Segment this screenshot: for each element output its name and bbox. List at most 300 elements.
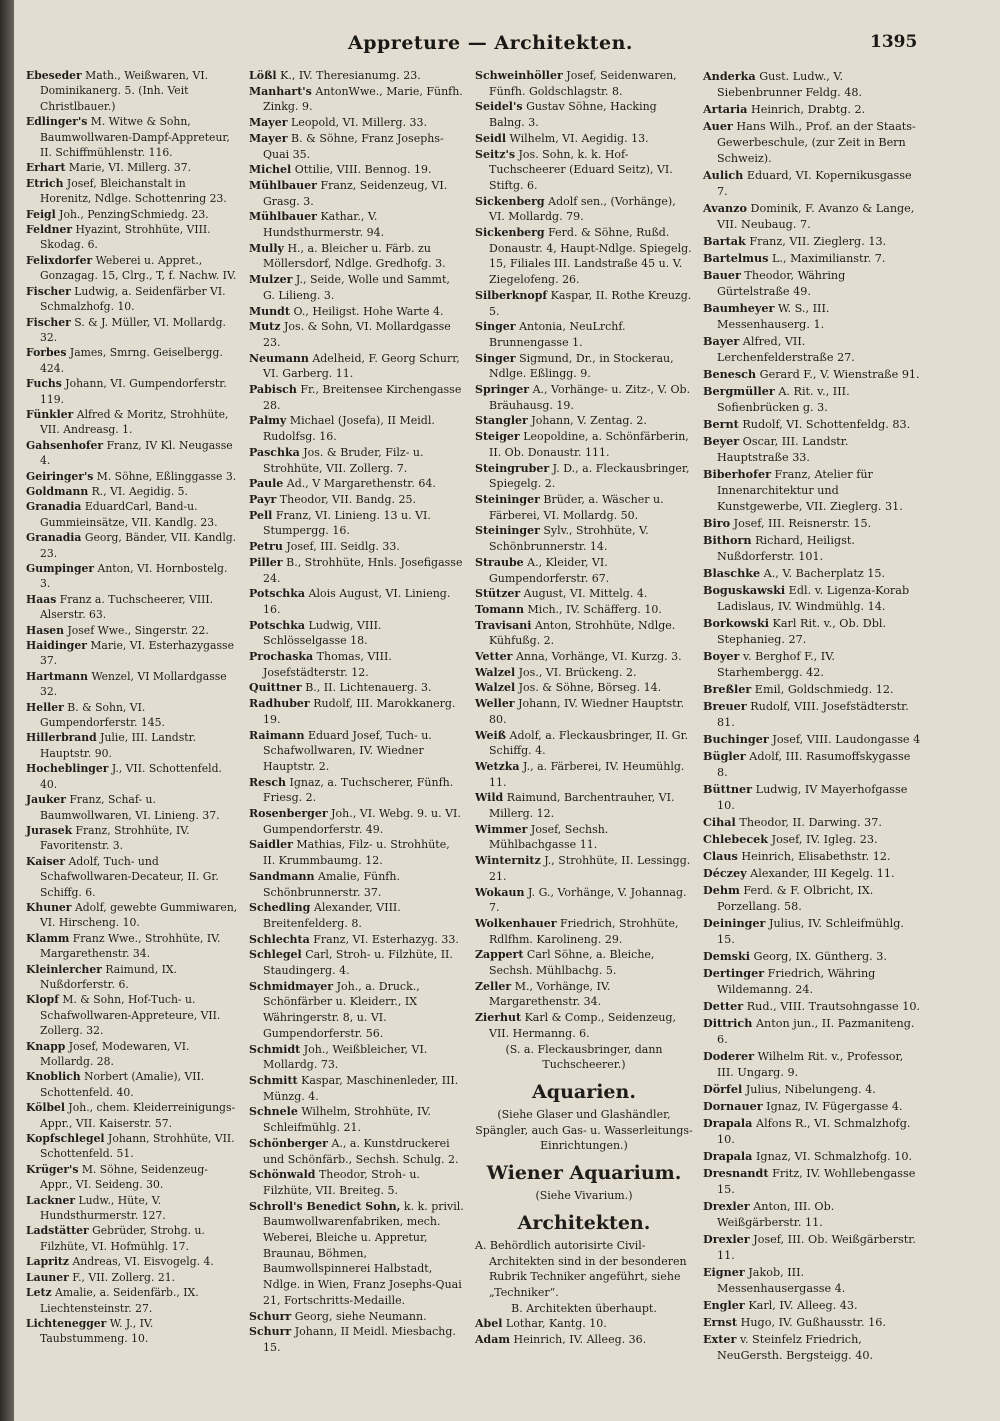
entry-text: Josef, Modewaren, VI. Mollardg. 28. (40, 1039, 190, 1068)
entry-name: Schurr (249, 1309, 292, 1323)
entry-text: Anna, Vorhänge, VI. Kurzg. 3. (515, 650, 682, 664)
entry-text: Adelheid, F. Georg Schurr, VI. Garberg. 11. (263, 351, 460, 381)
entry-text: M. Söhne, Eßlinggasse 3. (96, 469, 237, 483)
entry-text: Friedrich, Währing Wildemanng. 24. (717, 967, 876, 996)
entry-name: Aulich (703, 168, 744, 182)
entry-text: Wilhelm Rit. v., Professor, III. Ungarg. 9. (717, 1050, 904, 1079)
entry-name: Lößl (249, 69, 277, 82)
entry-text: Jakob, III. Messenhausergasse 4. (717, 1266, 846, 1295)
entry-name: Bauer (703, 268, 741, 282)
directory-entry (475, 429, 693, 460)
entry-name: Schmidmayer (249, 979, 334, 993)
directory-entry (703, 416, 921, 433)
entry-name: Sickenberg (475, 226, 545, 240)
directory-entry (703, 748, 921, 781)
directory-entry (249, 84, 465, 115)
entry-name: Biberhofer (703, 467, 771, 481)
directory-entry (703, 383, 921, 416)
directory-entry (26, 315, 238, 346)
entry-name: Heller (26, 700, 64, 714)
entry-name: Zappert (475, 948, 524, 962)
entry-text: Josef, Bleichanstalt in Horenitz, Ndlge. Schottenring 23. (40, 176, 227, 206)
directory-entry (703, 1015, 921, 1048)
entry-text: Gerard F., V. Wienstraße 91. (759, 368, 920, 381)
entry-text: Alfred & Moritz, Strohhüte, VII. Andreasg. 1. (40, 407, 229, 437)
entry-text: Kaspar, Maschinenleder, III. Münzg. 4. (263, 1074, 459, 1103)
entry-name: Hartmann (26, 669, 88, 683)
entry-text: Heinrich, Elisabethstr. 12. (741, 850, 891, 863)
entry-text: O., Heiligst. Hohe Warte 4. (293, 304, 444, 318)
entry-name: Mundt (249, 304, 290, 318)
entry-name: Deininger (703, 916, 766, 930)
entry-text: Alexander, III Kegelg. 11. (750, 867, 895, 880)
entry-name: Drapala (703, 1149, 753, 1163)
directory-entry (475, 853, 693, 884)
directory-entry (703, 731, 921, 748)
entry-name: Knapp (26, 1039, 66, 1053)
directory-entry (249, 806, 465, 837)
entry-text: R., VI. Aegidig. 5. (91, 484, 188, 498)
directory-entry (703, 1231, 921, 1264)
entry-name: Benesch (703, 367, 757, 381)
directory-entry (475, 288, 693, 319)
entry-text: J., VII. Schottenfeld. 40. (40, 762, 222, 791)
entry-name: Dertinger (703, 966, 765, 980)
directory-entry (475, 728, 693, 759)
entry-text: Joh., VI. Webg. 9. u. VI. Gumpendorferstr. 49. (263, 807, 461, 836)
entry-text: Alfons R., VI. Schmalzhofg. 10. (717, 1117, 911, 1146)
entry-name: Bartak (703, 234, 746, 248)
entry-name: Bernt (703, 417, 739, 431)
directory-entry (249, 209, 465, 240)
directory-entry (26, 284, 238, 315)
entry-text: Josef, III. Reisnerstr. 15. (733, 517, 872, 530)
entry-name: Dornauer (703, 1099, 763, 1113)
entry-text: Leopoldine, a. Schönfärberin, II. Ob. Donaustr. 111. (489, 430, 689, 459)
directory-entry (703, 101, 921, 118)
directory-entry (475, 382, 693, 413)
directory-entry (703, 681, 921, 698)
directory-entry (475, 131, 693, 147)
entry-name: Exter (703, 1332, 737, 1346)
entry-name: Steininger (475, 524, 540, 538)
directory-entry (26, 376, 238, 407)
entry-name: Granadia (26, 531, 82, 545)
entry-text: Anton, VI. Hornbostelg. 3. (40, 562, 228, 591)
entry-name: Abel (475, 1317, 503, 1331)
entry-name: Drexler (703, 1199, 750, 1213)
entry-text: H., a. Bleicher u. Färb. zu Möllersdorf, Ndlge. Gredhofg. 3. (263, 241, 446, 271)
directory-entry (475, 461, 693, 492)
directory-entry (26, 530, 238, 561)
entry-text: Joh., Weißbleicher, VI. Mollardg. 73. (263, 1042, 428, 1072)
entry-name: Schurr (249, 1325, 292, 1339)
entry-name: Fünkler (26, 407, 74, 421)
entry-text: Ludwig, a. Seidenfärber VI. Schmalzhofg. 10. (40, 284, 226, 314)
directory-entry (475, 1332, 693, 1348)
entry-name: Weller (475, 697, 515, 711)
entry-name: Schönberger (249, 1136, 328, 1150)
entry-text: Fr., Breitensee Kirchengasse 28. (263, 383, 462, 412)
entry-text: Ludw., Hüte, V. Hundsthurmerstr. 127. (40, 1193, 166, 1223)
entry-name: Palmy (249, 414, 287, 428)
directory-entry (249, 413, 465, 444)
directory-entry (249, 1104, 465, 1135)
entry-name: Drapala (703, 1116, 753, 1130)
entry-text: L., Maximilianstr. 7. (771, 252, 886, 265)
entry-text: Gust. Ludw., V. Siebenbrunner Feldg. 48. (717, 70, 863, 99)
entry-text: Jos. & Bruder, Filz- u. Strohhüte, VII. Zollerg. 7. (263, 445, 424, 475)
directory-entry (249, 618, 465, 649)
architekten-note-b: B. Architekten überhaupt. (511, 1301, 657, 1315)
directory-entry (249, 900, 465, 931)
entry-text: Anton jun., II. Pazmaniteng. 6. (717, 1017, 915, 1046)
entry-text: A., V. Bacherplatz 15. (763, 567, 886, 580)
entry-name: Feldner (26, 223, 73, 237)
entry-name: Schlechta (249, 932, 310, 946)
entry-text: Ignaz, IV. Fügergasse 4. (766, 1100, 903, 1113)
directory-entry (249, 492, 465, 508)
column-4 (703, 68, 921, 1364)
entry-name: Manhart's (249, 84, 312, 98)
entry-name: Claus (703, 849, 738, 863)
entry-name: Büttner (703, 782, 753, 796)
entry-name: Pell (249, 508, 273, 522)
entry-name: Hasen (26, 623, 64, 637)
entry-text: Josef Wwe., Singerstr. 22. (67, 623, 209, 637)
entry-name: Piller (249, 555, 283, 569)
directory-entry (26, 345, 238, 376)
page-header (0, 30, 1000, 64)
directory-entry (703, 532, 921, 565)
entry-name: Schönwald (249, 1168, 316, 1182)
directory-entry (249, 947, 465, 978)
directory-entry (249, 1136, 465, 1167)
directory-entry (249, 131, 465, 162)
entry-text: Friedrich, Strohhüte, Rdlfhm. Karolineng. 29. (489, 916, 679, 946)
directory-entry (26, 592, 238, 623)
entry-text: Carl Söhne, a. Bleiche, Sechsh. Mühlbachg. 5. (489, 948, 655, 978)
entry-name: Jurasek (26, 823, 73, 837)
entry-text: M., Vorhänge, IV. Margarethenstr. 34. (489, 979, 611, 1009)
directory-entry (703, 865, 921, 882)
entry-name: Boguskawski (703, 583, 786, 597)
entry-text: J. D., a. Fleckausbringer, Spiegelg. 2. (489, 461, 690, 491)
entry-name: Silberknopf (475, 288, 548, 302)
entry-text: W. S., III. Messenhauserg. 1. (717, 302, 830, 331)
directory-entry (26, 253, 238, 284)
entry-text: Adolf, III. Rasumoffskygasse 8. (717, 750, 911, 779)
entry-text: Ferd. & Söhne, Rußd. Donaustr. 4, Haupt-Ndlge. Spiegelg. 15, Filiales III. Landstraße 45 u. V. Ziegelofeng. 26. (489, 226, 692, 287)
entry-text: v. Berghof F., IV. Starhembergg. 42. (717, 650, 835, 679)
section-title-architekten: Architekten. (517, 1211, 651, 1234)
directory-entry (703, 118, 921, 167)
entry-text: M. Witwe & Sohn, Baumwollwaren-Dampf-Appreteur, II. Schiffmühlenstr. 116. (40, 115, 230, 160)
entry-name: Feigl (26, 207, 56, 221)
directory-entry (475, 602, 693, 618)
entry-name: Haidinger (26, 639, 87, 653)
directory-entry (249, 932, 465, 948)
entry-text: Mathias, Filz- u. Strohhüte, II. Krummbaumg. 12. (263, 838, 450, 868)
entry-name: Edlinger's (26, 115, 88, 129)
entry-name: Buchinger (703, 732, 769, 746)
entry-name: Kölbel (26, 1101, 65, 1115)
directory-entry (703, 814, 921, 831)
entry-name: Adam (475, 1333, 510, 1347)
directory-entry (26, 823, 238, 854)
directory-entry (249, 869, 465, 900)
entry-name: Boyer (703, 649, 740, 663)
entry-text: Franz, Schaf- u. Baumwollwaren, VI. Linieng. 37. (40, 793, 220, 822)
directory-entry (475, 822, 693, 853)
entry-text: Wenzel, VI Mollardgasse 32. (40, 669, 227, 699)
entry-text: Adolf, Tuch- und Schafwollwaren-Decateur, II. Gr. Schiffg. 6. (40, 854, 219, 899)
entry-text: Raimund, Barchentrauher, VI. Millerg. 12. (489, 791, 675, 821)
directory-entry (26, 1285, 238, 1316)
entry-text: A. Rit. v., III. Sofienbrücken g. 3. (717, 385, 850, 414)
page-title: Appreture — Architekten. (348, 32, 634, 54)
entry-name: Geiringer's (26, 469, 94, 483)
entry-text: AntonWwe., Marie, Fünfh. Zinkg. 9. (263, 84, 463, 114)
entry-name: Etrich (26, 176, 64, 190)
directory-entry (26, 992, 238, 1038)
directory-entry (475, 147, 693, 194)
entry-name: Bartelmus (703, 251, 769, 265)
entry-name: Fischer (26, 315, 71, 329)
directory-entry (703, 515, 921, 532)
directory-entry (26, 792, 238, 823)
entry-text: Eduard, VI. Kopernikusgasse 7. (717, 169, 912, 198)
entry-text: Josef, III. Seidlg. 33. (286, 540, 400, 554)
entry-text: Rudolf, VIII. Josefstädterstr. 81. (717, 700, 909, 729)
directory-entry (249, 1324, 465, 1355)
directory-entry (26, 730, 238, 761)
entry-name: Resch (249, 775, 287, 789)
entry-text: Gustav Söhne, Hacking Balng. 3. (489, 100, 657, 130)
directory-entry (249, 319, 465, 350)
directory-entry (703, 1264, 921, 1297)
entry-text: Norbert (Amalie), VII. Schottenfeld. 40. (40, 1070, 205, 1099)
entry-text: k. k. privil. Baumwollwarenfabriken, mech. Weberei, Bleiche u. Appretur, Braunau, Böhmen, Baumwollspinnerei Halbstadt, Ndlge. in Wien, Franz Josephs-Quai 21, Fortschritts-Medaille. (263, 1199, 464, 1307)
entry-text: M. & Sohn, Hof-Tuch- u. Schafwollwaren-Appreteure, VII. Zollerg. 32. (40, 993, 221, 1038)
entry-name: Letz (26, 1286, 52, 1300)
directory-entry (26, 638, 238, 669)
directory-entry (249, 539, 465, 555)
directory-entry (249, 304, 465, 320)
entry-name: Walzel (475, 681, 516, 695)
directory-entry (475, 586, 693, 602)
entry-name: Baumheyer (703, 301, 775, 315)
directory-entry (26, 623, 238, 638)
entry-text: Adolf sen., (Vorhänge), VI. Mollardg. 79. (489, 194, 676, 224)
directory-entry (475, 555, 693, 586)
directory-entry (703, 1048, 921, 1081)
entry-text: Alois August, VI. Linieng. 16. (263, 587, 451, 616)
entry-name: Déczey (703, 866, 747, 880)
entry-text: Ignaz, VI. Schmalzhofg. 10. (755, 1150, 913, 1163)
column-3 (475, 68, 693, 1348)
entry-text: Ferd. & F. Olbricht, IX. Porzellang. 58. (717, 884, 874, 913)
directory-entry (249, 68, 465, 84)
directory-entry (703, 250, 921, 267)
directory-entry (249, 178, 465, 209)
directory-entry (475, 351, 693, 382)
entry-text: Rudolf, VI. Schottenfeldg. 83. (742, 418, 911, 431)
directory-entry (703, 565, 921, 582)
directory-entry (26, 68, 238, 114)
entry-text: Johann, IV. Wiedner Hauptstr. 80. (489, 697, 685, 726)
entry-text: Franz a. Tuchscheerer, VIII. Alserstr. 63. (40, 592, 214, 622)
entry-name: Mulzer (249, 273, 293, 287)
entry-text: Joh., chem. Kleiderreinigungs-Appr., VII. Kaiserstr. 57. (40, 1101, 236, 1130)
entry-text: Sigmund, Dr., in Stockerau, Ndlge. Eßlingg. 9. (489, 351, 674, 381)
entry-name: Fuchs (26, 377, 62, 391)
entry-text: Lothar, Kantg. 10. (505, 1317, 607, 1331)
entry-text: A., Kleider, VI. Gumpendorferstr. 67. (489, 555, 610, 585)
entry-text: Theodor, Stroh- u. Filzhüte, VII. Breiteg. 5. (263, 1168, 420, 1197)
entry-name: Beyer (703, 434, 740, 448)
entry-name: Artaria (703, 102, 748, 116)
entry-text: Jos. & Sohn, VI. Mollardgasse 23. (263, 320, 451, 349)
directory-entry (475, 649, 693, 665)
directory-entry (26, 1193, 238, 1224)
entry-name: Neumann (249, 351, 309, 365)
entry-name: Blaschke (703, 566, 761, 580)
entry-text: Georg, Bänder, VII. Kandlg. 23. (40, 531, 237, 560)
entry-name: Raimann (249, 728, 305, 742)
entry-name: Sickenberg (475, 194, 545, 208)
entry-text: EduardCarl, Band-u. Gummieinsätze, VII. Kandlg. 23. (40, 500, 218, 529)
entry-name: Khuner (26, 900, 72, 914)
entry-text: Jos., VI. Brückeng. 2. (518, 665, 637, 679)
entry-name: Lichtenegger (26, 1316, 107, 1330)
entry-text: J., a. Färberei, IV. Heumühlg. 11. (489, 759, 685, 789)
entry-text: Franz, Atelier für Innenarchitektur und Kunstgewerbe, VII. Zieglerg. 31. (717, 468, 903, 513)
entry-name: Anderka (703, 69, 756, 83)
entry-text: Heinrich, IV. Alleeg. 36. (513, 1333, 647, 1347)
entry-text: Josef, VIII. Laudongasse 4 (772, 733, 921, 746)
directory-entry (249, 445, 465, 476)
directory-entry (249, 1167, 465, 1198)
directory-entry (475, 1316, 693, 1332)
entry-name: Dörfel (703, 1082, 743, 1096)
directory-entry (26, 669, 238, 700)
entry-name: Mühlbauer (249, 178, 317, 192)
entry-text: Alfred, VII. Lerchenfelderstraße 27. (717, 335, 855, 364)
entry-name: Potschka (249, 618, 306, 632)
entry-text: Ignaz, a. Tuchscherer, Fünfh. Friesg. 2. (263, 775, 454, 805)
aquarien-note: (Siehe Glaser und Glashändler, Spängler, auch Gas- u. Wasserleitungs-Einrichtungen.) (475, 1108, 693, 1153)
directory-entry (26, 1039, 238, 1070)
entry-name: Quittner (249, 681, 302, 695)
entry-name: Schedling (249, 901, 311, 915)
entry-text: Ludwig, IV Mayerhofgasse 10. (717, 783, 908, 812)
directory-entry (249, 1199, 465, 1309)
directory-entry (26, 114, 238, 160)
entry-text: Johann, II Meidl. Miesbachg. 15. (263, 1325, 456, 1354)
entry-name: Forbes (26, 346, 67, 360)
entry-text: Ottilie, VIII. Bennog. 19. (294, 163, 432, 177)
entry-name: Hocheblinger (26, 762, 109, 776)
directory-entry (249, 979, 465, 1042)
entry-text: Marie, VI. Millerg. 37. (68, 161, 192, 175)
directory-entry (26, 1270, 238, 1285)
entry-text: Georg, siehe Neumann. (294, 1309, 427, 1323)
directory-entry (249, 351, 465, 382)
entry-name: Drexler (703, 1232, 750, 1246)
directory-entry (703, 1165, 921, 1198)
entry-name: Lapritz (26, 1255, 70, 1269)
directory-entry (26, 1069, 238, 1100)
entry-name: Radhuber (249, 697, 310, 711)
entry-text: B., Strohhüte, Hnls. Josefigasse 24. (263, 555, 463, 585)
entry-text: B., II. Lichtenauerg. 3. (305, 681, 432, 695)
directory-entry (475, 225, 693, 288)
directory-entry (26, 160, 238, 175)
directory-entry (26, 407, 238, 438)
entry-text: Franz, Strohhüte, IV. Favoritenstr. 3. (40, 823, 190, 853)
entry-name: Springer (475, 383, 530, 397)
entry-text: Anton, Strohhüte, Ndlge. Kühfußg. 2. (489, 618, 676, 648)
entry-text: Ludwig, VIII. Schlösselgasse 18. (263, 618, 382, 648)
directory-entry (475, 696, 693, 727)
entry-name: Eigner (703, 1265, 745, 1279)
directory-entry (703, 333, 921, 366)
directory-entry (26, 438, 238, 469)
entry-name: Lackner (26, 1193, 76, 1207)
entry-name: Biro (703, 516, 731, 530)
entry-name: Felixdorfer (26, 253, 93, 267)
column-1 (26, 68, 238, 1347)
entry-name: Bayer (703, 334, 740, 348)
entry-text: Rud., VIII. Trautsohngasse 10. (746, 1000, 920, 1013)
section-title-aquarien: Aquarien. (532, 1081, 636, 1103)
directory-entry (703, 781, 921, 814)
entry-name: Dittrich (703, 1016, 753, 1030)
entry-name: Mühlbauer (249, 210, 317, 224)
entry-name: Steingruber (475, 461, 550, 475)
directory-entry (249, 476, 465, 492)
entry-text: Franz, VII. Zieglerg. 13. (749, 235, 887, 248)
entry-text: Hans Wilh., Prof. an der Staats-Gewerbeschule, (zur Zeit in Bern Schweiz). (717, 120, 916, 165)
entry-text: Thomas, VIII. Josefstädterstr. 12. (263, 650, 392, 679)
directory-entry (475, 979, 693, 1010)
entry-text: Kaspar, II. Rothe Kreuzg. 5. (489, 288, 692, 318)
entry-name: Steiger (475, 430, 520, 444)
entry-name: Singer (475, 320, 516, 334)
entry-text: K., IV. Theresianumg. 23. (280, 69, 421, 82)
entry-text: F., VII. Zollerg. 21. (72, 1270, 175, 1284)
entry-text: Hugo, IV. Gußhausstr. 16. (740, 1316, 886, 1329)
entry-text: Kathar., V. Hundsthurmerstr. 94. (263, 210, 385, 240)
entry-text: Karl & Comp., Seidenzeug, VII. Hermanng. 6. (489, 1011, 677, 1040)
entry-name: Paschka (249, 445, 300, 459)
entry-text: Eduard Josef, Tuch- u. Schafwollwaren, IV. Wiedner Hauptstr. 2. (263, 728, 432, 773)
directory-entry (26, 484, 238, 499)
entry-name: Rosenberger (249, 807, 328, 821)
entry-text: Karl Rit. v., Ob. Dbl. Stephanieg. 27. (717, 617, 887, 646)
entry-name: Mutz (249, 320, 281, 334)
entry-text: Mich., IV. Schäfferg. 10. (527, 602, 662, 616)
directory-entry (475, 99, 693, 130)
directory-entry (703, 998, 921, 1015)
entry-text: Georg, IX. Güntherg. 3. (753, 950, 887, 963)
directory-entry (703, 167, 921, 200)
entry-name: Mayer (249, 116, 288, 130)
entry-name: Gahsenhofer (26, 438, 104, 452)
entry-name: Krüger's (26, 1162, 79, 1176)
entry-name: Kopfschlegel (26, 1132, 105, 1146)
